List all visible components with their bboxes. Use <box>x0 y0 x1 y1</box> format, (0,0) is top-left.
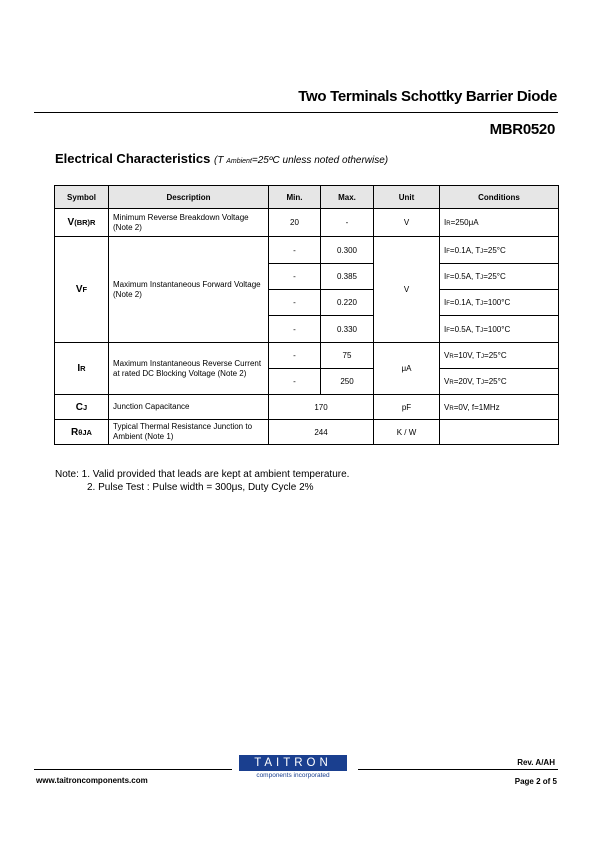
description-cell: Minimum Reverse Breakdown Voltage (Note 2) <box>109 209 269 237</box>
cond-b: R <box>449 354 454 360</box>
cond-a: I <box>444 245 447 255</box>
table-header-row <box>55 186 559 209</box>
symbol-cell <box>55 420 109 445</box>
symbol-main: V <box>67 217 75 228</box>
max-cell: 0.330 <box>321 316 374 343</box>
cond-b: F <box>446 248 450 255</box>
value-cell: 170 <box>269 395 374 420</box>
cond-e: =25°C <box>484 377 507 386</box>
symbol-sub: R <box>80 364 86 373</box>
cond-d: J <box>480 275 484 281</box>
symbol-cell <box>55 395 109 420</box>
min-cell: - <box>269 343 321 369</box>
description-cell: Maximum Instantaneous Reverse Current at rated DC Blocking Voltage (Note 2) <box>109 343 269 395</box>
cond-b: R <box>449 405 454 412</box>
cond-e: =100°C <box>483 298 511 307</box>
cond-d: J <box>480 248 484 255</box>
footer-divider-left <box>34 769 232 770</box>
min-cell: - <box>269 290 321 316</box>
section-title: Electrical Characteristics <box>55 151 211 166</box>
table-row <box>55 420 559 445</box>
value-cell: 244 <box>269 420 374 445</box>
min-cell: - <box>269 316 321 343</box>
notes-block <box>55 469 349 494</box>
max-cell: 0.300 <box>321 237 374 264</box>
unit-cell: μA <box>374 343 440 395</box>
max-cell: - <box>321 209 374 237</box>
symbol-main: C <box>75 401 84 413</box>
taitron-logo: TAITRON <box>239 755 347 771</box>
col-header: Conditions <box>440 186 559 209</box>
unit-cell: V <box>374 237 440 343</box>
cond-b: F <box>446 301 450 307</box>
cond-a: I <box>444 298 447 307</box>
description-cell: Junction Capacitance <box>109 395 269 420</box>
cond-e: =100°C <box>483 324 511 334</box>
unit-cell: K / W <box>374 420 440 445</box>
cond-e: =25°C <box>484 351 507 360</box>
cond-d: J <box>480 301 484 307</box>
cond-b: R <box>446 221 451 227</box>
cond-c: =0.5A, T <box>449 272 481 281</box>
revision-label: Rev. A/AH <box>517 758 555 767</box>
note-1: Note: 1. Valid provided that leads are kept at ambient temperature. <box>55 469 350 480</box>
cond-d: J <box>481 354 485 360</box>
max-cell: 0.220 <box>321 290 374 316</box>
condition-cell <box>440 395 559 420</box>
condition-cell <box>440 343 559 369</box>
cond-a: V <box>444 402 450 412</box>
cond-subscript: Ambient <box>226 158 252 165</box>
page-number: Page 2 of 5 <box>514 777 557 786</box>
min-cell: - <box>269 264 321 290</box>
cond-prefix: (T <box>214 155 227 166</box>
unit-cell: pF <box>374 395 440 420</box>
condition-cell <box>440 237 559 264</box>
min-cell: - <box>269 237 321 264</box>
symbol-cell <box>55 209 109 237</box>
symbol-main: V <box>75 284 83 295</box>
col-header: Symbol <box>55 186 109 209</box>
symbol-sub: F <box>82 285 88 294</box>
condition-cell <box>440 420 559 445</box>
condition-cell <box>440 290 559 316</box>
table-row <box>55 343 559 369</box>
cond-e: =25°C <box>483 272 506 281</box>
col-header: Description <box>109 186 269 209</box>
electrical-characteristics-table <box>54 185 559 445</box>
cond-a: I <box>444 272 447 281</box>
cond-c: =0.5A, T <box>449 324 481 334</box>
header-divider <box>34 112 558 113</box>
min-cell: 20 <box>269 209 321 237</box>
description-cell: Typical Thermal Resistance Junction to Ambient (Note 1) <box>109 420 269 445</box>
cond-d: J <box>480 327 484 334</box>
cond-c: =0.1A, T <box>449 298 481 307</box>
condition-cell <box>440 316 559 343</box>
section-heading <box>55 151 388 166</box>
section-conditions <box>214 155 388 166</box>
footer-divider-right <box>358 769 558 770</box>
max-cell: 75 <box>321 343 374 369</box>
table-row <box>55 209 559 237</box>
max-cell: 250 <box>321 369 374 395</box>
cond-b: F <box>446 327 450 334</box>
condition-cell <box>440 209 559 237</box>
col-header: Unit <box>374 186 440 209</box>
logo-tagline: components incorporated <box>256 772 330 779</box>
cond-a: I <box>444 218 447 227</box>
symbol-cell <box>55 237 109 343</box>
symbol-main: R <box>71 426 79 438</box>
part-number: MBR0520 <box>489 121 555 138</box>
symbol-cell <box>55 343 109 395</box>
col-header: Min. <box>269 186 321 209</box>
cond-c: =10V, T <box>453 351 482 360</box>
cond-c: =0.1A, T <box>449 245 481 255</box>
condition-cell <box>440 264 559 290</box>
website-url: www.taitroncomponents.com <box>36 776 148 785</box>
cond-c: =0V, f=1MHz <box>453 402 500 412</box>
symbol-sub: J <box>83 402 88 412</box>
cond-suffix: =25ºC unless noted otherwise) <box>251 155 389 166</box>
symbol-main: I <box>77 363 81 374</box>
note-2: 2. Pulse Test : Pulse width = 300μs, Duty Cycle 2% <box>87 481 314 493</box>
symbol-sub: (BR)R <box>74 218 96 227</box>
cond-a: V <box>444 351 450 360</box>
document-title: Two Terminals Schottky Barrier Diode <box>298 88 557 105</box>
col-header: Max. <box>321 186 374 209</box>
cond-b: R <box>449 380 454 386</box>
cond-a: I <box>444 324 447 334</box>
cond-e: =25°C <box>483 245 506 255</box>
table-row <box>55 395 559 420</box>
min-cell: - <box>269 369 321 395</box>
table-row <box>55 237 559 264</box>
symbol-sub: θJA <box>78 427 92 437</box>
max-cell: 0.385 <box>321 264 374 290</box>
cond-c: =20V, T <box>453 377 482 386</box>
condition-cell <box>440 369 559 395</box>
cond-b: F <box>446 275 450 281</box>
cond-a: V <box>444 377 450 386</box>
description-cell: Maximum Instantaneous Forward Voltage (Note 2) <box>109 237 269 343</box>
cond-c: =250μA <box>450 218 479 227</box>
unit-cell: V <box>374 209 440 237</box>
cond-d: J <box>481 380 485 386</box>
